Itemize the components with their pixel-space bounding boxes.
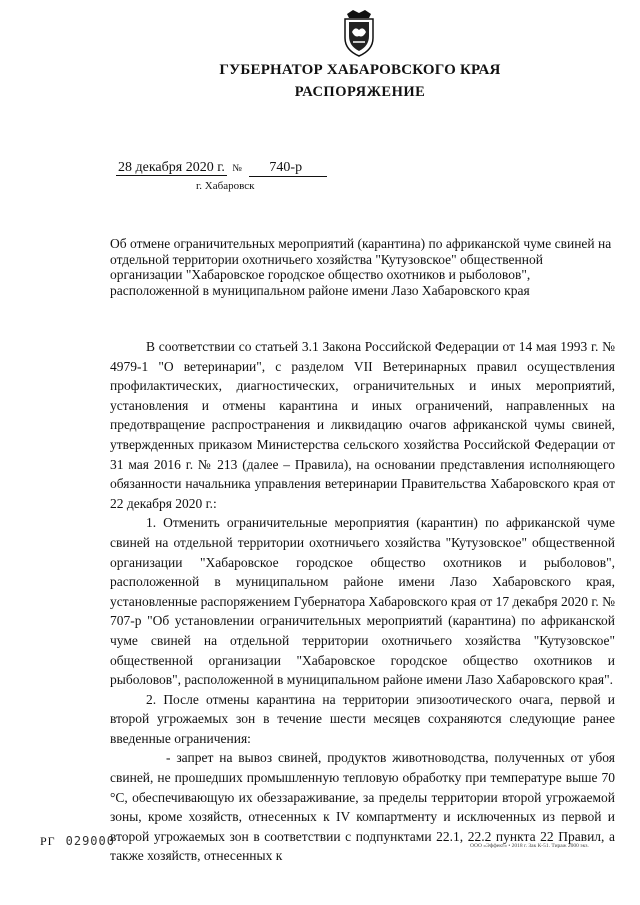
document-date: 28 декабря 2020 г. [118,160,225,175]
authority-title: ГУБЕРНАТОР ХАБАРОВСКОГО КРАЯ [219,62,501,78]
preamble-paragraph: В соответствии со статьей 3.1 Закона Российской Федерации от 14 мая 1993 г. № 4979-1 "О ветеринарии", с разделом VII Ветеринарных правил осуществления профилактических, диагностических, ограничительных и иных мероприятий, установления и отмены карантина и иных ограничений, направленных на предотвращение распространения и ликвидацию очагов африканской чумы свиней, утвержденных приказом Министерства сельского хозяйства Российской Федерации от 31 мая 2016 г. № 213 (далее – Правила), на основании представления исполняющего обязанности начальника управления ветеринарии Правительства Хабаровского края от 22 декабря 2020 г.: [110,339,615,511]
restriction-list-item: - запрет на вывоз свиней, продуктов животноводства, полученных от убоя свиней, не прошедших промышленную тепловую обработку при температуре выше 70 °С, обеспечивающую их обеззараживание, за пределы территории второй угрожаемой зоны, кроме хозяйств, отнесенных к IV компартменту и исключенных из первой и второй угрожаемых зон в соответствии с подпунктами 22.1, 22.2 пункта 22 Правил, а также хозяйств, отнесенных к [110,750,615,864]
number-sign: № [232,163,242,174]
document-subject: Об отмене ограничительных мероприятий (карантина) по африканской чуме свиней на отдельной территории охотничьего хозяйства "Кутузовское" общественной организации "Хабаровское городское общество охотников и рыболовов", расположенной в муниципальном районе имени Лазо Хабаровского края [110,236,612,298]
coat-of-arms-icon [339,8,379,58]
document-body [110,337,615,866]
form-series: РГ [40,834,56,848]
document-number: 740-р [249,160,327,177]
printer-imprint: ООО «Эффект» • 2018 г. Зак К-51. Тираж 2000 экз. [470,843,589,849]
form-serial [40,834,115,849]
item-2-paragraph: 2. После отмены карантина на территории эпизоотического очага, первой и второй угрожаемых зон в течение шести месяцев сохраняются следующие ранее введенные ограничения: [110,691,615,746]
item-1-paragraph: 1. Отменить ограничительные мероприятия (карантин) по африканской чуме свиней на отдельной территории охотничьего хозяйства "Кутузовское" общественной организации "Хабаровское городское общество охотников и рыболовов", расположенной в муниципальном районе имени Лазо Хабаровского края, установленные распоряжением Губернатора Хабаровского края от 17 декабря 2020 г. № 707-р "Об установлении ограничительных мероприятий (карантина) по африканской чуме свиней на отдельной территории охотничьего хозяйства "Кутузовское" общественной организации "Хабаровское городское общество охотников и рыболовов", расположенной в муниципальном районе имени Лазо Хабаровского края". [110,515,615,688]
registration-line [116,160,327,177]
city-name: г. Хабаровск [196,180,255,192]
document-type: РАСПОРЯЖЕНИЕ [294,84,426,100]
form-serial-number: 029000 [65,834,115,848]
